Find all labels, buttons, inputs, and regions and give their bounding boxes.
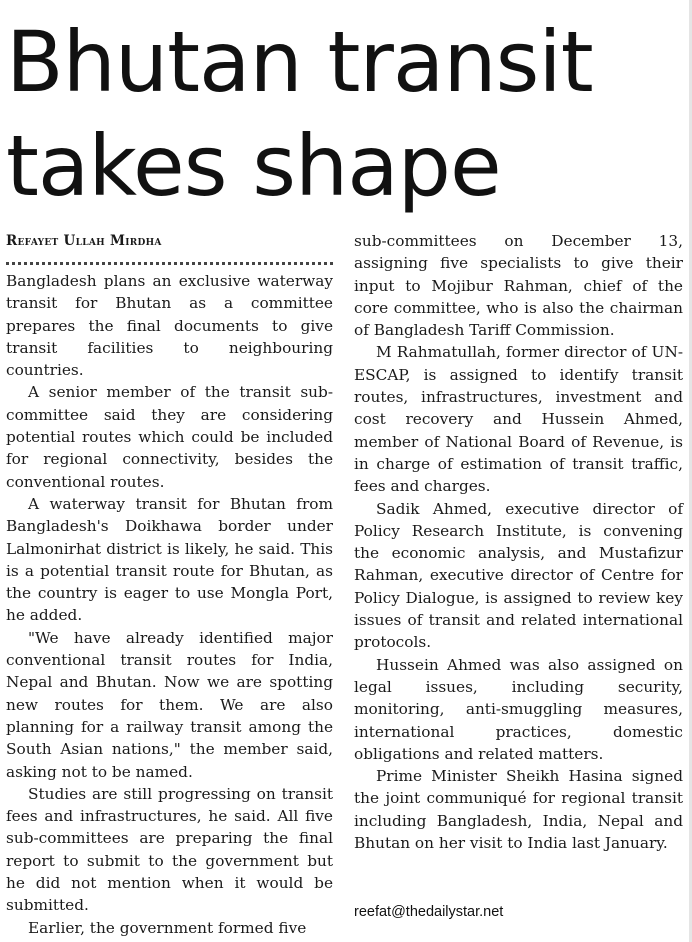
headline-line-1: Bhutan transit xyxy=(6,13,593,111)
paragraph: Studies are still progressing on transit fees and infrastructures, he said. All five sub-committees are preparing the final report to submit to the government but he did not mention when it would be submitted. xyxy=(6,784,333,915)
headline xyxy=(6,10,686,218)
paragraph: sub-committees on December 13, assigning five specialists to give their input to Mojibur Rahman, chief of the core committee, who is also the chairman of Bangladesh Tariff Commission. xyxy=(354,232,683,340)
paragraph: Sadik Ahmed, executive director of Policy Research Institute, is convening the economic analysis, and Mustafizur Rahman, executive director of Centre for Policy Dialogue, is assigned to review key issues of transit and related international protocols. xyxy=(354,499,683,652)
paragraph: "We have already identified major conventional transit routes for India, Nepal and Bhutan. Now we are spotting new routes for them. We are also planning for a railway transit among the South Asian nations," the member said, asking not to be named. xyxy=(6,628,333,781)
paragraph: A waterway transit for Bhutan from Bangladesh's Doikhawa border under Lalmonirhat district is likely, he said. This is a potential transit route for Bhutan, as the country is eager to use Mongla Port, he added. xyxy=(6,494,333,625)
article-column-right xyxy=(354,230,683,854)
paragraph: Hussein Ahmed was also assigned on legal issues, including security, monitoring, anti-smuggling measures, international practices, domestic obligations and related matters. xyxy=(354,655,683,763)
article-column-left xyxy=(6,230,333,939)
paragraph: Prime Minister Sheikh Hasina signed the joint communiqué for regional transit including Bangladesh, India, Nepal and Bhutan on her visit to India last January. xyxy=(354,767,683,853)
dotted-divider xyxy=(6,254,333,265)
byline: Refayet Ullah Mirdha xyxy=(6,233,162,249)
author-email: reefat@thedailystar.net xyxy=(354,904,504,920)
paragraph: A senior member of the transit sub-committee said they are considering potential routes which could be included for regional connectivity, besides the conventional routes. xyxy=(6,383,333,491)
paragraph: M Rahmatullah, former director of UN-ESCAP, is assigned to identify transit routes, infrastructures, investment and cost recovery and Hussein Ahmed, member of National Board of Revenue, is in charge of estimation of transit traffic, fees and charges. xyxy=(354,343,683,496)
paragraph: Bangladesh plans an exclusive waterway transit for Bhutan as a committee prepares the final documents to give transit facilities to neighbouring countries. xyxy=(6,272,333,380)
headline-line-2: takes shape xyxy=(6,117,501,215)
paragraph: Earlier, the government formed five xyxy=(28,918,307,937)
